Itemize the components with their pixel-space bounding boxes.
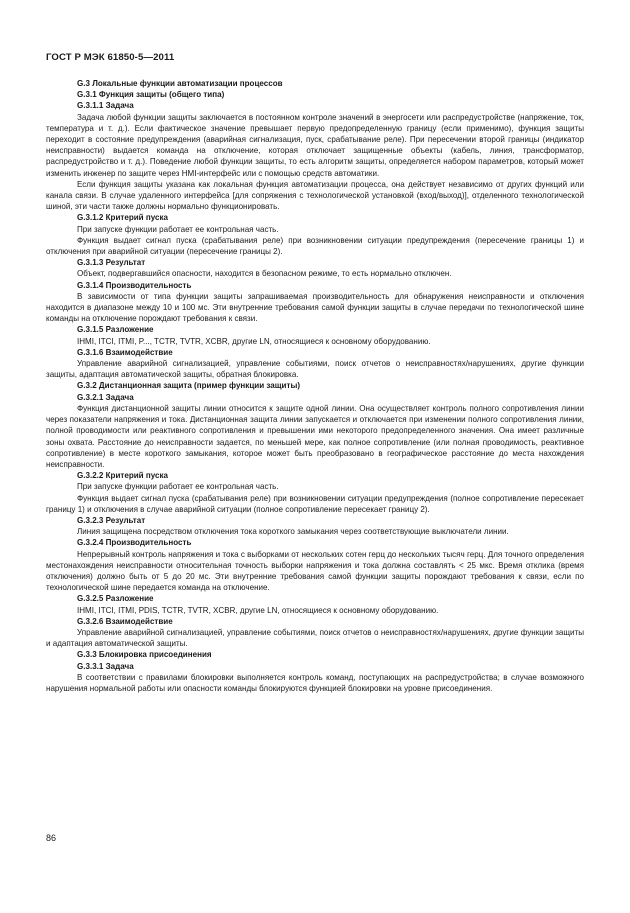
section-heading-g316: G.3.1.6 Взаимодействие (77, 347, 173, 357)
section-heading-g32: G.3.2 Дистанционная защита (пример функции защиты) (77, 381, 300, 391)
section-heading-g326: G.3.2.6 Взаимодействие (77, 616, 173, 626)
document-header-standard-code: ГОСТ Р МЭК 61850-5—2011 (46, 52, 175, 63)
paragraph: Управление аварийной сигнализацией, управление событиями, поиск отчетов о неисправностях/нарушениях, другие функции защиты и адаптация автоматической защиты. (46, 627, 584, 649)
section-heading-g314: G.3.1.4 Производительность (77, 280, 192, 290)
paragraph: IHMI, ITCI, ITMI, P..., TCTR, TVTR, XCBR, другие LN, относящиеся к основному оборудованию. (77, 336, 431, 346)
section-heading-g312: G.3.1.2 Критерий пуска (77, 213, 168, 223)
section-heading-g31: G.3.1 Функция защиты (общего типа) (77, 90, 225, 100)
paragraph: Задача любой функции защиты заключается в постоянном контроле значений в энергосети или распредустройстве (напряжение, ток, температура и т. д.). Если фактическое значение превышает первую предопределенную границу (если применимо), функция защиты переходит в состояние предупреждения (аварийная сигнализация, пуск, срабатывание реле). При пересечении второй границы (индикатор неисправности) выдается команда на отключение, которая отключает защищенные объекты (кабель, линия, трансформатор, распредустройство и т. д.). Поведение любой функции защиты, то есть алгоритм защиты, определяется набором параметров, который может изменить инженер по защите через HMI-интерфейс или с помощью средств автоматики. (46, 112, 584, 178)
section-heading-g322: G.3.2.2 Критерий пуска (77, 471, 168, 481)
page-number: 86 (46, 833, 57, 843)
section-heading-g313: G.3.1.3 Результат (77, 258, 146, 268)
paragraph: Управление аварийной сигнализацией, управление событиями, поиск отчетов о неисправностях/нарушениях, другие функции защиты, адаптация автоматической защиты, обратная блокировка. (46, 359, 584, 380)
paragraph: Функция выдает сигнал пуска (срабатывания реле) при возникновении ситуации предупреждения (полное сопротивление пересекает границу 1) и отключения в случае аварийной ситуации (полное сопротивление пересекает границу 2). (46, 493, 584, 514)
paragraph: При запуске функции работает ее контрольная часть. (77, 224, 279, 234)
paragraph: Объект, подвергавшийся опасности, находится в безопасном режиме, то есть нормально отключен. (77, 269, 452, 279)
section-heading-g311: G.3.1.1 Задача (77, 101, 134, 111)
paragraph: При запуске функции работает ее контрольная часть. (77, 482, 279, 492)
document-body (46, 78, 584, 694)
paragraph: IHMI, ITCI, ITMI, PDIS, TCTR, TVTR, XCBR, другие LN, относящиеся к основному оборудованию. (77, 605, 439, 615)
paragraph: Линия защищена посредством отключения тока короткого замыкания через соответствующие выключатели линии. (77, 527, 509, 537)
section-heading-g323: G.3.2.3 Результат (77, 515, 146, 525)
paragraph: В зависимости от типа функции защиты запрашиваемая производительность для обнаружения неисправности и отключения находится в диапазоне между 10 и 100 мс. Эти внутренние требования самой функции защиты в случае передачи по технологической шине команды на отключение порождают требования к связи. (46, 291, 584, 324)
paragraph: Функция выдает сигнал пуска (срабатывания реле) при возникновении ситуации предупреждения (пересечение границы 1) и отключения при аварийной ситуации (пересечение границы 2). (46, 235, 584, 257)
section-heading-g321: G.3.2.1 Задача (77, 392, 134, 402)
section-heading-g33: G.3.3 Блокировка присоединения (77, 650, 212, 660)
paragraph: Функция дистанционной защиты линии относится к защите одной линии. Она осуществляет контроль полного сопротивления линии через показатели напряжения и тока. Дистанционная защита линии запускается и отключается при изменении полного сопротивления линии, полной проводимости или реактивного сопротивления и превышении ими некоторого предопределенного значения. Она имеет различные зоны охвата. Расстояние до неисправности задается, по меньшей мере, как полное сопротивление (или полная проводимость, реактивное сопротивление) в месте короткого замыкания, которое может быть преобразовано в географическое расстояние до места нахождения неисправности. (46, 403, 584, 469)
section-heading-g325: G.3.2.5 Разложение (77, 594, 154, 604)
paragraph: Непрерывный контроль напряжения и тока с выборками от нескольких сотен герц до нескольких тысяч герц. Для точного определения местонахождения неисправности относительная точность выборки напряжения и тока должна составлять < 25 мкс. Время отклика (время отключения) должно быть от 5 до 20 мс. Эти внутренние требования самой функции защиты порождают требования к связи, если по технологической шине передается команда на отключение. (46, 549, 584, 593)
section-heading-g331: G.3.3.1 Задача (77, 661, 134, 671)
section-heading-g324: G.3.2.4 Производительность (77, 538, 192, 548)
paragraph: Если функция защиты указана как локальная функция автоматизации процесса, она действует независимо от других функций или канала связи. В случае удаленного интерфейса [для сопряжения с технологической установкой (вход/выход)], отделенного технологической шиной, эти части также должны нормально функционировать. (46, 179, 584, 212)
section-heading-g315: G.3.1.5 Разложение (77, 325, 154, 335)
paragraph: В соответствии с правилами блокировки выполняется контроль команд, поступающих на распредустройства; в случае возможного нарушения нормальной работы или опасности команды блокируются функцией блокировки на уровне присоединения. (46, 672, 584, 693)
section-heading-g3: G.3 Локальные функции автоматизации процессов (77, 79, 283, 88)
